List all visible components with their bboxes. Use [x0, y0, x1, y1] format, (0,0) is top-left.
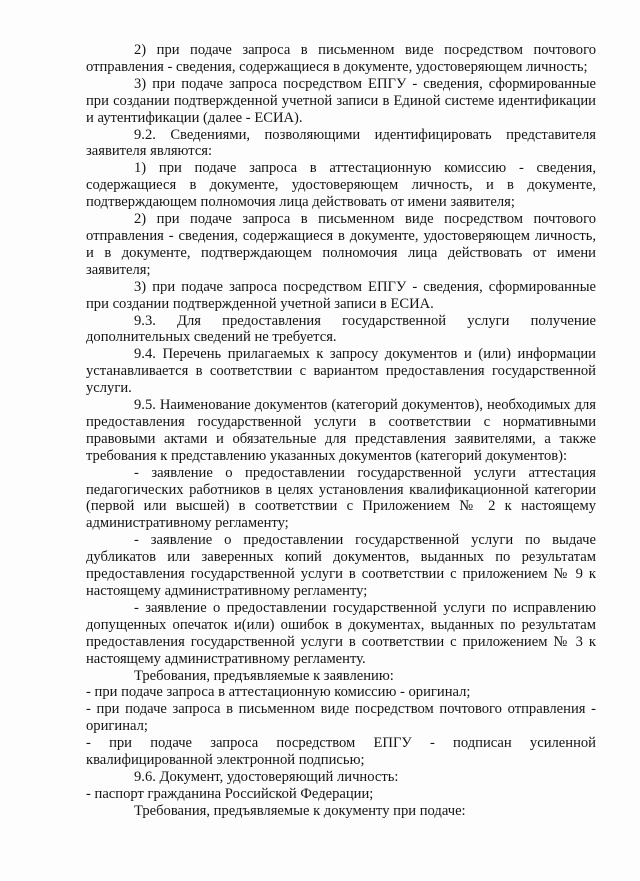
paragraph-mail-representative: 2) при подаче запроса в письменном виде посредством почтового отправления - сведения, содержащиеся в документе, удостоверяющем личность, и в документе, подтверждающем полномочия лица действовать от имени заявителя;	[86, 211, 596, 278]
list-item-application-attestation: - заявление о предоставлении государственной услуги аттестация педагогических работников в целях установления квалификационной категории (первой или высшей) в соответствии с Приложением № 2 к настоящему административному регламенту;	[86, 464, 596, 532]
paragraph-9-6: 9.6. Документ, удостоверяющий личность:	[134, 768, 399, 785]
paragraph-document-requirements: Требования, предъявляемые к документу при подаче:	[134, 802, 466, 819]
document-body	[86, 42, 596, 820]
list-item-requirement-mail: - при подаче запроса в письменном виде посредством почтового отправления - оригинал;	[86, 701, 596, 735]
list-item-application-duplicates: - заявление о предоставлении государственной услуги по выдаче дубликатов или заверенных копий документов, выданных по результатам предоставления государственной услуги в соответствии с приложением № 9 к настоящему административному регламенту;	[86, 532, 596, 599]
paragraph-mail-applicant: 2) при подаче запроса в письменном виде посредством почтового отправления - сведения, содержащиеся в документе, удостоверяющем личность;	[86, 42, 596, 75]
paragraph-application-requirements: Требования, предъявляемые к заявлению:	[134, 667, 394, 684]
list-item-requirement-commission: - при подаче запроса в аттестационную комиссию - оригинал;	[86, 684, 471, 701]
list-item-application-corrections: - заявление о предоставлении государственной услуги по исправлению допущенных опечаток и(или) ошибок в документах, выданных по результатам предоставления государственной услуги в соответствии с приложением № 3 к настоящему административному регламенту.	[86, 599, 596, 667]
paragraph-9-2: 9.2. Сведениями, позволяющими идентифицировать представителя заявителя являются:	[86, 126, 596, 160]
paragraph-epgu-applicant: 3) при подаче запроса посредством ЕПГУ - сведения, сформированные при создании подтвержденной учетной записи в Единой системе идентификации и аутентификации (далее - ЕСИА).	[86, 75, 596, 126]
paragraph-9-5: 9.5. Наименование документов (категорий документов), необходимых для предоставления государственной услуги в соответствии с нормативными правовыми актами и обязательные для представления заявителями, а также требования к представлению указанных документов (категорий документов):	[86, 397, 596, 464]
list-item-passport: - паспорт гражданина Российской Федерации;	[86, 785, 374, 802]
paragraph-epgu-representative: 3) при подаче запроса посредством ЕПГУ - сведения, сформированные при создании подтвержденной учетной записи в ЕСИА.	[86, 278, 596, 312]
list-item-requirement-epgu: - при подаче запроса посредством ЕПГУ - подписан усиленной квалифицированной электронной подписью;	[86, 735, 596, 769]
paragraph-commission-representative: 1) при подаче запроса в аттестационную комиссию - сведения, содержащиеся в документе, удостоверяющем личность, и в документе, подтверждающем полномочия лица действовать от имени заявителя;	[86, 160, 596, 211]
paragraph-9-4: 9.4. Перечень прилагаемых к запросу документов и (или) информации устанавливается в соответствии с вариантом предоставления государственной услуги.	[86, 346, 596, 397]
paragraph-9-3: 9.3. Для предоставления государственной услуги получение дополнительных сведений не требуется.	[86, 312, 596, 346]
